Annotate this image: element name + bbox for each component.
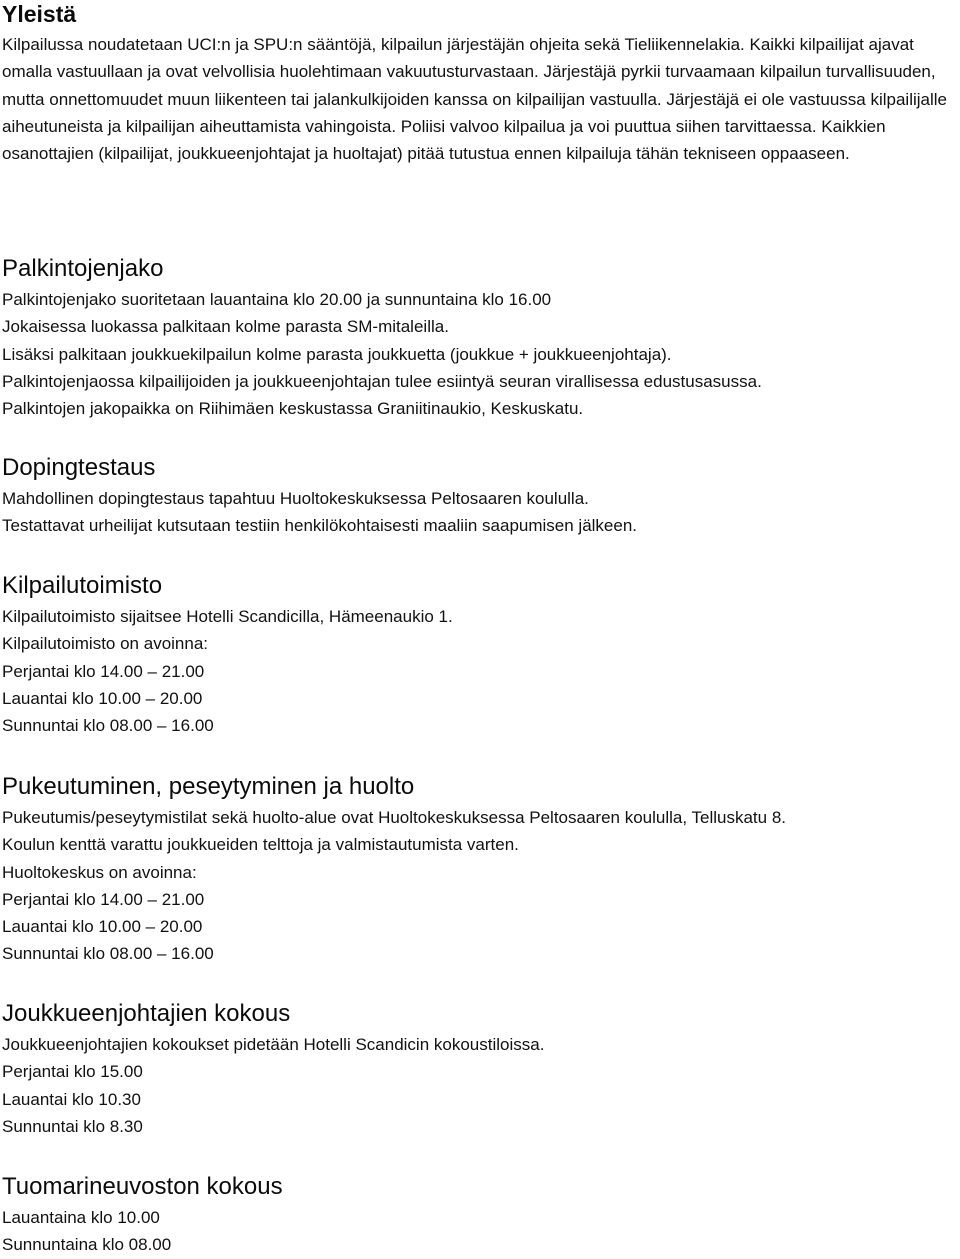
text-line: Kilpailutoimisto sijaitsee Hotelli Scandicilla, Hämeenaukio 1. xyxy=(2,607,453,626)
text-line: Palkintojenjako suoritetaan lauantaina klo 20.00 ja sunnuntaina klo 16.00 xyxy=(2,290,552,309)
text-line: Perjantai klo 15.00 xyxy=(2,1062,143,1082)
section-title-kilpailutoimisto: Kilpailutoimisto xyxy=(2,572,163,599)
text-line: Koulun kenttä varattu joukkueiden telttoja ja valmistautumista varten. xyxy=(2,835,519,855)
section-yleista xyxy=(2,0,960,167)
text-line: Palkintojenjaossa kilpailijoiden ja joukkueenjohtajan tulee esiintyä seuran virallisessa edustusasussa. xyxy=(2,371,762,391)
text-line: Lisäksi palkitaan joukkuekilpailun kolme parasta joukkuetta (joukkue + joukkueenjohtaja). xyxy=(2,344,672,364)
section-title-dopingtestaus: Dopingtestaus xyxy=(2,454,156,481)
text-line: Sunnuntaina klo 08.00 xyxy=(2,1235,172,1255)
text-line: Testattavat urheilijat kutsutaan testiin henkilökohtaisesti maaliin saapumisen jälkeen. xyxy=(2,516,638,536)
text-line: Lauantaina klo 10.00 xyxy=(2,1208,160,1227)
text-line: Pukeutumis/peseytymistilat sekä huolto-alue ovat Huoltokeskuksessa Peltosaaren koululla, Telluskatu 8. xyxy=(2,808,786,827)
section-title-huolto: Pukeutuminen, peseytyminen ja huolto xyxy=(2,773,415,800)
section-title-palkintojenjako: Palkintojenjako xyxy=(2,255,164,282)
text-line: Perjantai klo 14.00 – 21.00 xyxy=(2,661,205,681)
text-line: Lauantai klo 10.00 – 20.00 xyxy=(2,917,203,937)
text-line: Perjantai klo 14.00 – 21.00 xyxy=(2,889,205,909)
text-line: Kilpailutoimisto on avoinna: xyxy=(2,634,209,654)
section-title-kokous: Joukkueenjohtajien kokous xyxy=(2,1000,291,1027)
section-title-yleista: Yleistä xyxy=(2,1,77,27)
section-joukkueenjohtajien-kokous xyxy=(2,1000,544,1140)
text-line: Lauantai klo 10.00 – 20.00 xyxy=(2,688,203,708)
text-line: Sunnuntai klo 08.00 – 16.00 xyxy=(2,716,214,736)
section-palkintojenjako xyxy=(2,255,762,422)
section-title-tuomari: Tuomarineuvoston kokous xyxy=(2,1173,283,1200)
text-line: Huoltokeskus on avoinna: xyxy=(2,862,197,882)
text-line: Joukkueenjohtajien kokoukset pidetään Hotelli Scandicin kokoustiloissa. xyxy=(2,1035,545,1054)
text-line: Mahdollinen dopingtestaus tapahtuu Huoltokeskuksessa Peltosaaren koululla. xyxy=(2,489,589,508)
text-line: Palkintojen jakopaikka on Riihimäen keskustassa Graniitinaukio, Keskuskatu. xyxy=(2,399,584,419)
section-dopingtestaus xyxy=(2,454,637,540)
text-line: Jokaisessa luokassa palkitaan kolme parasta SM-mitaleilla. xyxy=(2,317,449,337)
text-line: Lauantai klo 10.30 xyxy=(2,1089,141,1109)
section-paragraph-yleista: Kilpailussa noudatetaan UCI:n ja SPU:n sääntöjä, kilpailun järjestäjän ohjeita sekä Tieliikennelakia. Kaikki kilpailijat ajavat omalla vastuullaan ja ovat velvollisia huolehtimaan vakuutusturvastaan. Järjestäjä pyrkii turvaamaan kilpailun turvallisuuden, mutta onnettomuudet muun liikenteen tai jalankulkijoiden kanssa on kilpailijan vastuulla. Järjestäjä ei ole vastuussa kilpailijalle aiheutuneista ja kilpailijan aiheuttamista vahingoista. Poliisi valvoo kilpailua ja voi puuttua siihen tarvittaessa. Kaikkien osanottajien (kilpailijat, joukkueenjohtajat ja huoltajat) pitää tutustua ennen kilpailuja tähän tekniseen oppaaseen. xyxy=(2,35,947,164)
section-huolto xyxy=(2,773,786,968)
text-line: Sunnuntai klo 8.30 xyxy=(2,1116,143,1136)
section-kilpailutoimisto xyxy=(2,572,453,739)
text-line: Sunnuntai klo 08.00 – 16.00 xyxy=(2,944,214,964)
section-tuomarineuvoston-kokous xyxy=(2,1173,283,1259)
